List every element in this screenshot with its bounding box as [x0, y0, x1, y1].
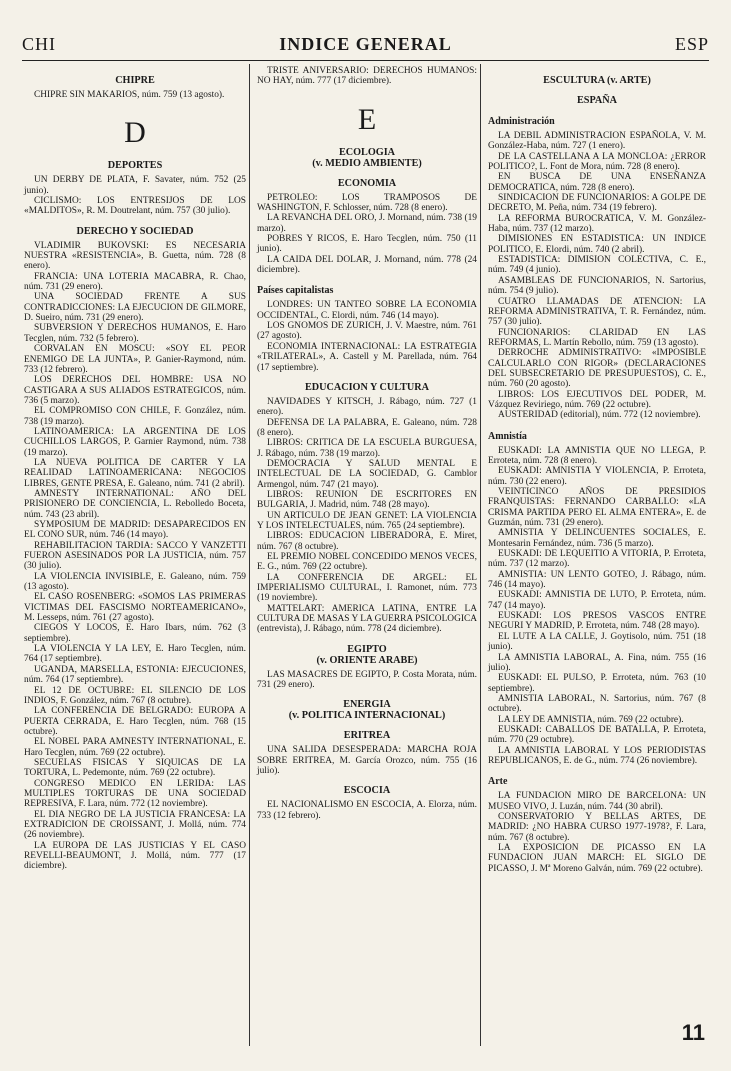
page-number: 11: [681, 1020, 705, 1045]
index-entry: UNA SOCIEDAD FRENTE A SUS CONTRADICCIONES: LA EJECUCION DE GILMORE, D. Sueiro, núm. 731 (29 enero).: [24, 292, 246, 324]
index-entry: SYMPOSIUM DE MADRID: DESAPARECIDOS EN EL CONO SUR, núm. 746 (14 mayo).: [24, 520, 246, 541]
index-entry: SECUELAS FISICAS Y SIQUICAS DE LA TORTURA, L. Pedemonte, núm. 769 (22 octubre).: [24, 757, 246, 779]
index-entry: FRANCIA: UNA LOTERIA MACABRA, R. Chao, núm. 731 (29 enero).: [24, 271, 246, 293]
index-entry: DIMISIONES EN ESTADISTICA: UN INDICE POLITICO, E. Elordi, núm. 740 (2 abril).: [488, 234, 706, 255]
section-heading: EGIPTO (v. ORIENTE ARABE): [316, 643, 418, 666]
index-column-3: [488, 66, 706, 874]
index-entry: LA CAIDA DEL DOLAR, J. Mornand, núm. 778 (24 diciembre).: [257, 254, 477, 276]
section-heading: ECONOMIA: [337, 177, 397, 189]
index-entry: LA AMNISTIA LABORAL Y LOS PERIODISTAS REPUBLICANOS, E. de G., núm. 774 (26 noviembre).: [488, 745, 706, 766]
index-entry: UN ARTICULO DE JEAN GENET: LA VIOLENCIA Y LOS INTELECTUALES, núm. 765 (24 septiembre).: [257, 510, 477, 531]
index-entry: LOS DERECHOS DEL HOMBRE: USA NO CASTIGARA A SUS ALIADOS ESTRATEGICOS, núm. 736 (5 marzo).: [24, 375, 246, 406]
index-entry: TRISTE ANIVERSARIO: DERECHOS HUMANOS: NO HAY, núm. 777 (17 diciembre).: [257, 66, 477, 87]
index-entry: EUSKADI: AMNISTIA DE LUTO, P. Erroteta, núm. 747 (14 mayo).: [488, 590, 706, 611]
section-heading: ESCOCIA: [343, 785, 391, 797]
index-entry: POBRES Y RICOS, E. Haro Tecglen, núm. 750 (11 junio).: [257, 234, 477, 255]
index-entry: LA VIOLENCIA Y LA LEY, E. Haro Tecglen, núm. 764 (17 septiembre).: [24, 644, 246, 665]
index-entry: DE LA CASTELLANA A LA MONCLOA: ¿ERROR POLITICO?, L. Font de Mora, núm. 728 (8 enero).: [488, 151, 706, 173]
index-entry: UGANDA, MARSELLA, ESTONIA: EJECUCIONES, núm. 764 (17 septiembre).: [24, 664, 246, 686]
index-entry: UNA SALIDA DESESPERADA: MARCHA ROJA SOBRE ERITREA, M. García Orozco, núm. 755 (16 julio).: [257, 745, 477, 777]
index-entry: LA EXPOSICION DE PICASSO EN LA FUNDACION JUAN MARCH: EL SIGLO DE PICASSO, J. Mª Moreno Galván, núm. 769 (22 octubre).: [488, 843, 706, 874]
index-entry: LOS GNOMOS DE ZURICH, J. V. Maestre, núm. 761 (27 agosto).: [257, 321, 477, 342]
running-header: [22, 34, 709, 60]
index-entry: EL CASO ROSENBERG: «SOMOS LAS PRIMERAS VICTIMAS DEL FASCISMO NORTEAMERICANO», M. Lesseps, núm. 761 (27 agosto).: [24, 592, 246, 624]
section-heading: ESPAÑA: [577, 95, 617, 106]
index-entry: PETROLEO: LOS TRAMPOSOS DE WASHINGTON, F. Schlosser, núm. 728 (8 enero).: [257, 192, 477, 214]
index-entry: CICLISMO: LOS ENTRESIJOS DE LOS «MALDITOS», R. M. Doutrelant, núm. 757 (30 julio).: [24, 196, 246, 217]
index-entry: LA DEBIL ADMINISTRACION ESPAÑOLA, V. M. González-Haba, núm. 727 (1 enero).: [488, 131, 706, 152]
index-entry: AMNISTIA LABORAL, N. Sartorius, núm. 767 (8 octubre).: [488, 693, 706, 715]
index-entry: DEMOCRACIA Y SALUD MENTAL E INTELECTUAL DE LA SOCIEDAD, G. Camblor Armengol, núm. 747 (21 mayo).: [257, 458, 477, 490]
index-entry: LATINOAMERICA: LA ARGENTINA DE LOS CUCHILLOS LARGOS, P. Garnier Raymond, núm. 738 (19 marzo).: [24, 426, 246, 458]
index-entry: LA NUEVA POLITICA DE CARTER Y LA REALIDAD LATINOAMERICANA: NEGOCIOS LIBRES, GENTE PRESA, E. Galeano, núm. 741 (2 abril).: [24, 457, 246, 489]
index-entry: EUSKADI: CABALLOS DE BATALLA, P. Erroteta, núm. 770 (29 octubre).: [488, 724, 706, 746]
index-entry: EUSKADI: LA AMNISTIA QUE NO LLEGA, P. Erroteta, núm. 728 (8 enero).: [488, 445, 706, 466]
index-entry: NAVIDADES Y KITSCH, J. Rábago, núm. 727 (1 enero).: [257, 396, 477, 418]
header-left-guide: CHI: [22, 34, 56, 54]
index-entry: SINDICACION DE FUNCIONARIOS: A GOLPE DE DECRETO, M. Peña, núm. 734 (19 febrero).: [488, 193, 706, 214]
index-entry: LIBROS: LOS EJECUTIVOS DEL PODER, M. Vázquez Reviriego, núm. 769 (22 octubre).: [488, 389, 706, 410]
subsection-heading: Países capitalistas: [257, 285, 334, 297]
index-entry: AMNISTIA: UN LENTO GOTEO, J. Rábago, núm. 746 (14 mayo).: [488, 569, 706, 591]
index-entry: EL DIA NEGRO DE LA JUSTICIA FRANCESA: LA EXTRADICION DE CROISSANT, J. Mollá, núm. 774 (26 noviembre).: [24, 809, 246, 841]
page-title: INDICE GENERAL: [279, 34, 452, 54]
index-entry: LIBROS: CRITICA DE LA ESCUELA BURGUESA, J. Rábago, núm. 738 (19 marzo).: [257, 438, 477, 459]
index-entry: EL COMPROMISO CON CHILE, F. González, núm. 738 (19 marzo).: [24, 406, 246, 427]
index-entry: LA REFORMA BUROCRATICA, V. M. González-Haba, núm. 737 (12 marzo).: [488, 213, 706, 235]
index-entry: EL NACIONALISMO EN ESCOCIA, A. Elorza, núm. 733 (12 febrero).: [257, 800, 477, 821]
section-heading: ERITREA: [343, 730, 391, 742]
column-divider: [249, 64, 250, 1046]
section-heading: CHIPRE: [115, 75, 155, 86]
index-entry: REHABILITACION TARDIA: SACCO Y VANZETTI FUERON ASESINADOS POR LA JUSTICIA, núm. 757 (30 julio).: [24, 540, 246, 572]
index-entry: CONGRESO MEDICO EN LERIDA: LAS MULTIPLES TORTURAS DE UNA SOCIEDAD REPRESIVA, F. Lara, núm. 772 (12 noviembre).: [24, 778, 246, 810]
index-entry: LIBROS: EDUCACION LIBERADORA, E. Miret, núm. 767 (8 octubre).: [257, 531, 477, 552]
index-entry: EN BUSCA DE UNA ENSEÑANZA DEMOCRATICA, núm. 728 (8 enero).: [488, 172, 706, 193]
subsection-heading: Administración: [488, 116, 555, 127]
index-entry: CIEGOS Y LOCOS, E. Haro Ibars, núm. 762 (3 septiembre).: [24, 623, 246, 644]
column-divider: [480, 64, 481, 1046]
index-entry: AMNISTIA Y DELINCUENTES SOCIALES, E. Montesarin Fernández, núm. 736 (5 marzo).: [488, 528, 706, 549]
index-column-2: [257, 66, 477, 821]
index-entry: AUSTERIDAD (editorial), núm. 772 (12 noviembre).: [498, 410, 701, 421]
index-entry: EUSKADI: AMNISTIA Y VIOLENCIA, P. Erroteta, núm. 730 (22 enero).: [488, 466, 706, 487]
index-entry: SUBVERSION Y DERECHOS HUMANOS, E. Haro Tecglen, núm. 732 (5 febrero).: [24, 323, 246, 344]
index-entry: LA REVANCHA DEL ORO, J. Mornand, núm. 738 (19 marzo).: [257, 213, 477, 234]
index-entry: MATTELART: AMERICA LATINA, ENTRE LA CULTURA DE MASAS Y LA GUERRA PSICOLOGICA (entrevista), J. Rábago, núm. 778 (24 diciembre).: [257, 603, 477, 635]
index-entry: ECONOMIA INTERNACIONAL: LA ESTRATEGIA «TRILATERAL», A. Castell y M. Parellada, núm. 764 (17 septiembre).: [257, 341, 477, 373]
index-entry: EL 12 DE OCTUBRE: EL SILENCIO DE LOS INDIOS, F. González, núm. 767 (8 octubre).: [24, 685, 246, 706]
index-entry: VLADIMIR BUKOVSKI: ES NECESARIA NUESTRA «RESISTENCIA», B. Guetta, núm. 728 (8 enero).: [24, 240, 246, 272]
index-entry: EL NOBEL PARA AMNESTY INTERNATIONAL, E. Haro Tecglen, núm. 769 (22 octubre).: [24, 737, 246, 758]
header-rule: [22, 60, 709, 61]
index-entry: UN DERBY DE PLATA, F. Savater, núm. 752 (25 junio).: [24, 175, 246, 196]
section-heading: ESCULTURA (v. ARTE): [543, 75, 651, 86]
index-entry: EUSKADI: DE LEQUEITIO A VITORIA, P. Erroteta, núm. 737 (12 marzo).: [488, 549, 706, 570]
index-entry: DEFENSA DE LA PALABRA, E. Galeano, núm. 728 (8 enero).: [257, 417, 477, 438]
index-entry: CUATRO LLAMADAS DE ATENCION: LA REFORMA ADMINISTRATIVA, T. R. Fernández, núm. 757 (30 julio).: [488, 296, 706, 328]
letter-divider: E: [357, 102, 377, 136]
index-entry: LA FUNDACION MIRO DE BARCELONA: UN MUSEO VIVO, J. Luzán, núm. 744 (30 abril).: [488, 791, 706, 812]
index-entry: LAS MASACRES DE EGIPTO, P. Costa Morata, núm. 731 (29 enero).: [257, 669, 477, 691]
subsection-heading: Amnistía: [488, 430, 527, 442]
index-column-1: [24, 66, 246, 872]
index-entry: ESTADISTICA: DIMISION COLECTIVA, C. E., núm. 749 (4 junio).: [488, 255, 706, 276]
index-entry: CONSERVATORIO Y BELLAS ARTES, DE MADRID: ¿NO HABRA CURSO 1977-1978?, F. Lara, núm. 767 (8 octubre).: [488, 811, 706, 843]
index-entry: FUNCIONARIOS: CLARIDAD EN LAS REFORMAS, L. Martín Rebollo, núm. 759 (13 agosto).: [488, 327, 706, 348]
index-entry: LONDRES: UN TANTEO SOBRE LA ECONOMIA OCCIDENTAL, C. Elordi, núm. 746 (14 mayo).: [257, 300, 477, 321]
index-entry: LA AMNISTIA LABORAL, A. Fina, núm. 755 (16 julio).: [488, 652, 706, 673]
section-heading: ECOLOGIA (v. MEDIO AMBIENTE): [312, 146, 422, 169]
index-entry: LA CONFERENCIA DE BELGRADO: EUROPA A PUERTA CERRADA, E. Haro Tecglen, núm. 768 (15 octubre).: [24, 706, 246, 737]
subsection-heading: Arte: [488, 776, 508, 788]
index-entry: DERROCHE ADMINISTRATIVO: «IMPOSIBLE CALCULARLO CON RIGOR» (DECLARACIONES DEL SUBSECRETARIO DE PRESUPUESTOS), C. E., núm. 760 (20 agosto).: [488, 348, 706, 390]
index-entry: EUSKADI: LOS PRESOS VASCOS ENTRE NEGURI Y MADRID, P. Erroteta, núm. 748 (28 mayo).: [488, 611, 706, 632]
index-entry: LA EUROPA DE LAS JUSTICIAS Y EL CASO REVELLI-BEAUMONT, J. Mollá, núm. 777 (17 diciembre).: [24, 840, 246, 872]
index-entry: AMNESTY INTERNATIONAL: AÑO DEL PRISIONERO DE CONCIENCIA, L. Rebolledo Boceta, núm. 743 (23 abril).: [24, 488, 246, 520]
index-entry: ASAMBLEAS DE FUNCIONARIOS, N. Sartorius, núm. 754 (9 julio).: [488, 275, 706, 297]
letter-divider: D: [124, 116, 146, 150]
header-right-guide: ESP: [674, 34, 709, 54]
index-entry: EUSKADI: EL PULSO, P. Erroteta, núm. 763 (10 septiembre).: [488, 673, 706, 694]
section-heading: DEPORTES: [107, 160, 163, 172]
section-heading: DERECHO Y SOCIEDAD: [76, 225, 194, 237]
index-entry: EL PREMIO NOBEL CONCEDIDO MENOS VECES, E. G., núm. 769 (22 octubre).: [257, 552, 477, 573]
index-entry: CORVALAN EN MOSCU: «SOY EL PEOR ENEMIGO DE LA JUNTA», P. Ganier-Raymond, núm. 733 (12 febrero).: [24, 344, 246, 375]
index-entry: CHIPRE SIN MAKARIOS, núm. 759 (13 agosto).: [34, 90, 225, 100]
section-heading: EDUCACION Y CULTURA: [305, 381, 429, 393]
index-entry: VEINTICINCO AÑOS DE PRESIDIOS FRANQUISTAS: FERNANDO CARBALLO: «LA CRISMA PARTIDA PERO EL ALMA ENTERA», E. de Guzmán, núm. 731 (29 enero).: [488, 487, 706, 529]
section-heading: ENERGIA (v. POLITICA INTERNACIONAL): [288, 699, 446, 722]
index-entry: LIBROS: REUNION DE ESCRITORES EN BULGARIA, J. Madrid, núm. 748 (28 mayo).: [257, 489, 477, 511]
index-entry: LA VIOLENCIA INVISIBLE, E. Galeano, núm. 759 (13 agosto).: [24, 571, 246, 593]
index-entry: LA LEY DE AMNISTIA, núm. 769 (22 octubre).: [498, 714, 684, 725]
index-entry: LA CONFERENCIA DE ARGEL: EL IMPERIALISMO CULTURAL, I. Ramonet, núm. 773 (19 noviembre).: [257, 572, 477, 604]
index-entry: EL LUTE A LA CALLE, J. Goytisolo, núm. 751 (18 junio).: [488, 631, 706, 653]
